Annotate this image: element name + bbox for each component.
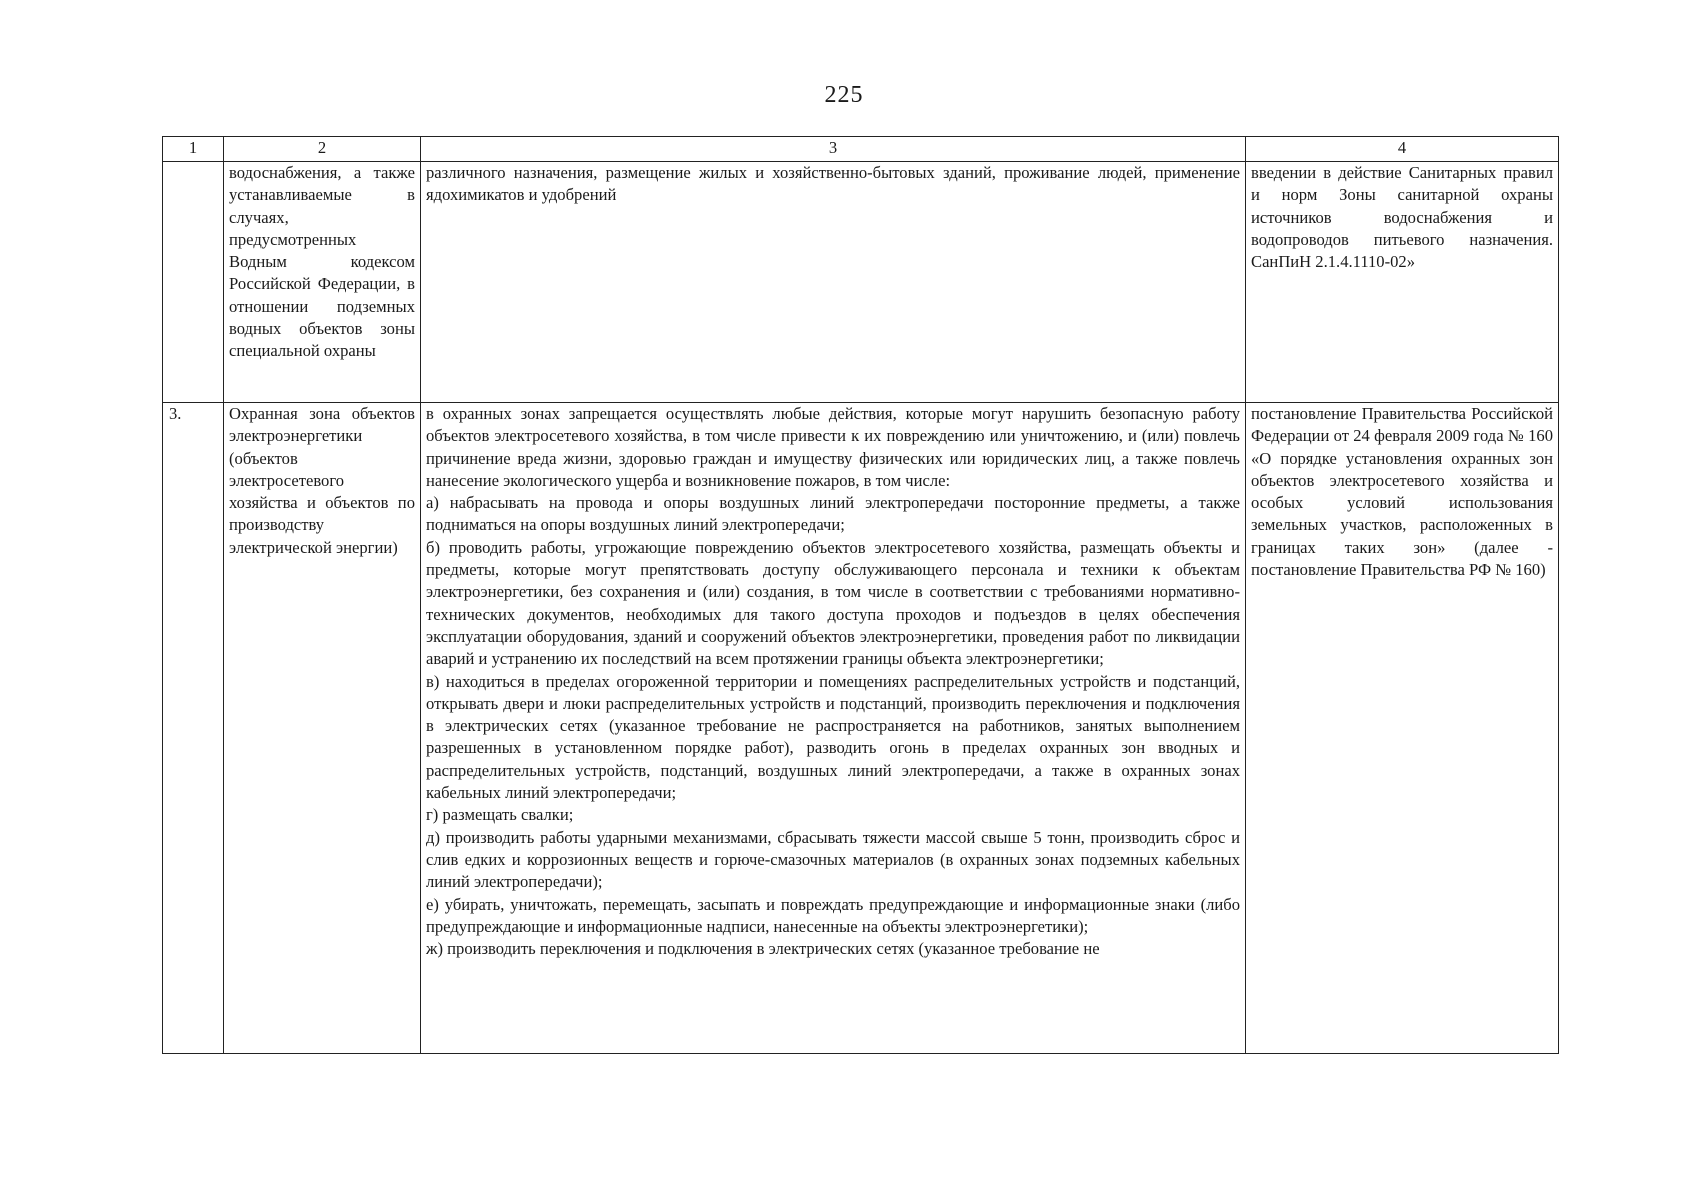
restriction-paragraph: различного назначения, размещение жилых и хозяйственно-бытовых зданий, проживание людей, применение ядохимикатов и удобрений bbox=[426, 163, 1240, 205]
header-col-4: 4 bbox=[1246, 137, 1559, 162]
header-col-2: 2 bbox=[224, 137, 421, 162]
table-row bbox=[163, 403, 1559, 1054]
table-row bbox=[163, 162, 1559, 403]
header-col-3: 3 bbox=[421, 137, 1246, 162]
restriction-paragraph: в охранных зонах запрещается осуществлять любые действия, которые могут нарушить безопасную работу объектов электросетевого хозяйства, в том числе привести к их повреждению или уничтожению, и (или) повлечь причинение вреда жизни, здоровью граждан и имуществу физических или юридических лиц, а также повлечь нанесение экологического ущерба и возникновение пожаров, в том числе: bbox=[426, 404, 1240, 490]
header-col-1: 1 bbox=[163, 137, 224, 162]
table-header-row bbox=[163, 137, 1559, 162]
restriction-item-a: а) набрасывать на провода и опоры воздушных линий электропередачи посторонние предметы, а также подниматься на опоры воздушных линий электропередачи; bbox=[426, 493, 1240, 535]
row-number bbox=[163, 162, 224, 403]
restrictions-cell bbox=[421, 403, 1246, 1054]
zone-name-cell: Охранная зона объектов электроэнергетики (объектов электросетевого хозяйства и объектов по производству электрической энергии) bbox=[224, 403, 421, 1054]
legal-basis-cell: введении в действие Санитарных правил и норм Зоны санитарной охраны источников водоснабжения и водопроводов питьевого назначения. СанПиН 2.1.4.1110-02» bbox=[1246, 162, 1559, 403]
legal-basis-cell: постановление Правительства Российской Федерации от 24 февраля 2009 года № 160 «О порядке установления охранных зон объектов электросетевого хозяйства и особых условий использования земельных участков, расположенных в границах таких зон» (далее - постановление Правительства РФ № 160) bbox=[1246, 403, 1559, 1054]
restriction-item-e: е) убирать, уничтожать, перемещать, засыпать и повреждать предупреждающие и информационные знаки (либо предупреждающие и информационные надписи, нанесенные на объекты электроэнергетики); bbox=[426, 894, 1240, 936]
restriction-item-zh: ж) производить переключения и подключения в электрических сетях (указанное требование не bbox=[426, 939, 1100, 959]
restrictions-cell bbox=[421, 162, 1246, 403]
page-number: 225 bbox=[824, 82, 864, 108]
restriction-item-v: в) находиться в пределах огороженной территории и помещениях распределительных устройств и подстанций, открывать двери и люки распределительных устройств и подстанций, производить переключения и подключения в электрических сетях (указанное требование не распространяется на работников, занятых выполнением разрешенных в установленном порядке работ), разводить огонь в пределах охранных зон вводных и распределительных устройств, подстанций, воздушных линий электропередачи, а также в охранных зонах кабельных линий электропередачи; bbox=[426, 671, 1240, 803]
row-number: 3. bbox=[163, 403, 224, 1054]
restriction-item-b: б) проводить работы, угрожающие повреждению объектов электросетевого хозяйства, размещать объекты и предметы, которые могут препятствовать доступу обслуживающего персонала и техники к объектам электроэнергетики, без сохранения и (или) создания, в том числе в соответствии с требованиями нормативно-технических документов, необходимых для такого доступа проходов и подъездов в целях обеспечения эксплуатации оборудования, зданий и сооружений объектов электроэнергетики, проведения работ по ликвидации аварий и устранению их последствий на всем протяжении границы объекта электроэнергетики; bbox=[426, 537, 1240, 669]
zone-name-cell: водоснабжения, а также устанавливаемые в случаях, предусмотренных Водным кодексом Российской Федерации, в отношении подземных водных объектов зоны специальной охраны bbox=[224, 162, 421, 403]
restrictions-table bbox=[162, 136, 1559, 1054]
restriction-item-g: г) размещать свалки; bbox=[426, 805, 574, 825]
restriction-item-d: д) производить работы ударными механизмами, сбрасывать тяжести массой свыше 5 тонн, производить сброс и слив едких и коррозионных веществ и горюче-смазочных материалов (в охранных зонах подземных кабельных линий электропередачи); bbox=[426, 827, 1240, 892]
